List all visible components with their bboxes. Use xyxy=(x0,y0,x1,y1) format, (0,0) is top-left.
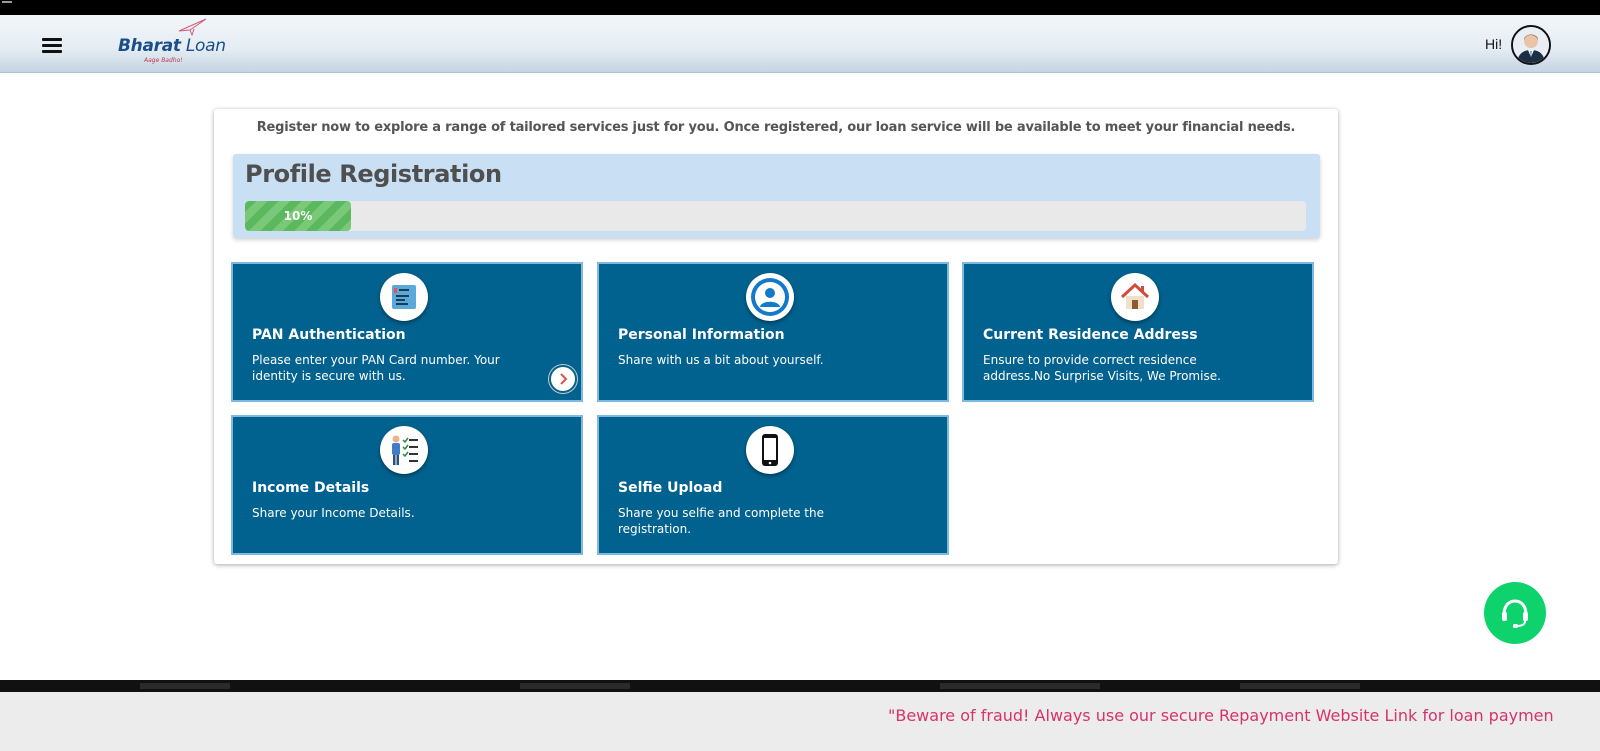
tile-title: Selfie Upload xyxy=(618,480,723,496)
intro-text: Register now to explore a range of tailored services just for you. Once registered, our loan service will be available to meet your financial needs. xyxy=(256,120,1296,135)
tile-personal-information[interactable] xyxy=(597,262,949,402)
tile-title: Personal Information xyxy=(618,327,785,343)
logo-primary: Bharat xyxy=(118,36,181,56)
paper-plane-icon xyxy=(178,18,208,36)
logo-text xyxy=(118,36,226,56)
profile-registration-panel xyxy=(233,154,1320,238)
tile-current-residence-address[interactable] xyxy=(962,262,1314,402)
tile-title: Current Residence Address xyxy=(983,327,1198,343)
user-avatar-icon[interactable] xyxy=(1511,25,1551,65)
headset-icon xyxy=(1497,595,1533,631)
progress-bar xyxy=(245,201,1306,231)
tile-selfie-upload[interactable] xyxy=(597,415,949,555)
support-chat-button[interactable] xyxy=(1484,582,1546,644)
app-header xyxy=(0,15,1600,73)
income-checklist-icon xyxy=(380,426,428,474)
smartphone-icon xyxy=(746,426,794,474)
registration-card xyxy=(214,109,1338,564)
browser-top-bar xyxy=(0,0,1600,15)
tile-description: Share your Income Details. xyxy=(252,506,415,520)
hamburger-icon[interactable] xyxy=(42,38,62,53)
window-corner-icon xyxy=(2,1,12,5)
tile-description: Share you selfie and complete the registration. xyxy=(618,506,824,536)
progress-label: 10% xyxy=(283,209,313,223)
profile-title: Profile Registration xyxy=(245,160,502,188)
footer-divider xyxy=(0,680,1600,692)
logo-tagline: Aage Badho! xyxy=(144,57,183,64)
tile-income-details[interactable] xyxy=(231,415,583,555)
pan-card-icon xyxy=(380,273,428,321)
tile-description: Ensure to provide correct residence address.No Surprise Visits, We Promise. xyxy=(983,353,1221,383)
bharat-loan-logo[interactable] xyxy=(118,18,228,68)
logo-secondary: Loan xyxy=(185,36,226,56)
fraud-warning-ticker xyxy=(0,692,1600,751)
tile-title: PAN Authentication xyxy=(252,327,406,343)
ticker-text: "Beware of fraud! Always use our secure Repayment Website Link for loan paymen xyxy=(888,706,1554,725)
house-icon xyxy=(1111,273,1159,321)
tile-description: Share with us a bit about yourself. xyxy=(618,353,824,367)
tile-pan-authentication[interactable] xyxy=(231,262,583,402)
user-circle-icon xyxy=(746,273,794,321)
tile-description: Please enter your PAN Card number. Your identity is secure with us. xyxy=(252,353,500,383)
tile-title: Income Details xyxy=(252,480,370,496)
greeting-text: Hi! xyxy=(1485,36,1503,52)
chevron-right-icon[interactable] xyxy=(549,365,577,393)
